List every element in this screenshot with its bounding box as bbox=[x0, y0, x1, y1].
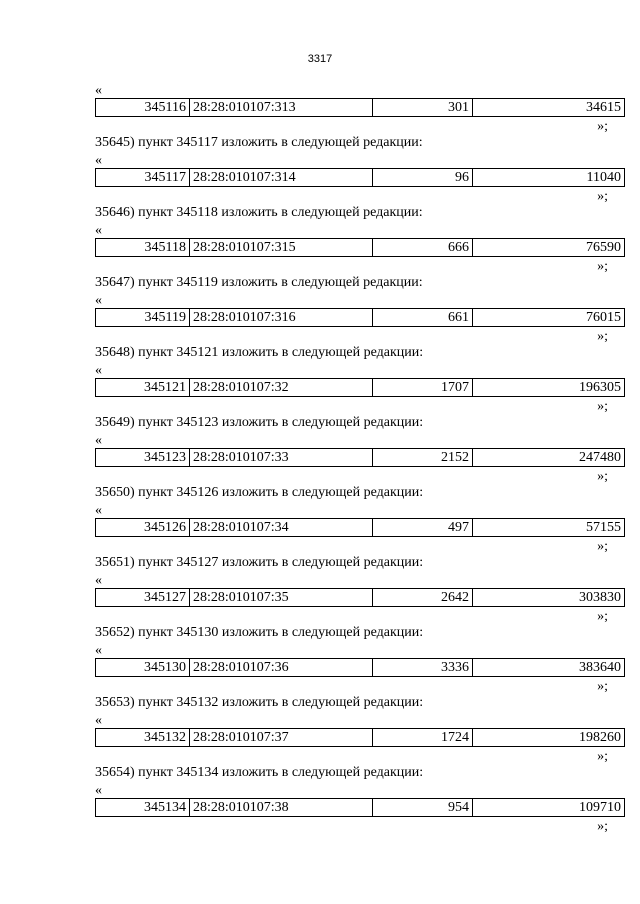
area-cell: 2152 bbox=[373, 449, 473, 467]
table-row bbox=[95, 238, 625, 257]
item-number-cell: 345126 bbox=[96, 519, 190, 537]
area-cell: 666 bbox=[373, 239, 473, 257]
close-quote: »; bbox=[597, 679, 608, 694]
cadastral-number-cell: 28:28:010107:32 bbox=[190, 379, 373, 397]
cadastral-number-cell: 28:28:010107:33 bbox=[190, 449, 373, 467]
value-cell: 247480 bbox=[473, 449, 625, 467]
item-number-cell: 345118 bbox=[96, 239, 190, 257]
close-quote: »; bbox=[597, 189, 608, 204]
value-cell: 383640 bbox=[473, 659, 625, 677]
cadastral-number-cell: 28:28:010107:38 bbox=[190, 799, 373, 817]
value-cell: 76590 bbox=[473, 239, 625, 257]
amendment-heading: 35653) пункт 345132 изложить в следующей редакции: bbox=[95, 695, 424, 710]
value-cell: 34615 bbox=[473, 99, 625, 117]
item-number-cell: 345132 bbox=[96, 729, 190, 747]
cadastral-number-cell: 28:28:010107:314 bbox=[190, 169, 373, 187]
close-quote: »; bbox=[597, 469, 608, 484]
open-quote: « bbox=[95, 503, 102, 518]
page-number: 3317 bbox=[307, 53, 333, 65]
table-row bbox=[95, 518, 625, 537]
value-cell: 303830 bbox=[473, 589, 625, 607]
amendment-heading: 35647) пункт 345119 изложить в следующей редакции: bbox=[95, 275, 423, 290]
open-quote: « bbox=[95, 573, 102, 588]
area-cell: 1724 bbox=[373, 729, 473, 747]
open-quote: « bbox=[95, 293, 102, 308]
area-cell: 2642 bbox=[373, 589, 473, 607]
open-quote: « bbox=[95, 783, 102, 798]
cadastral-number-cell: 28:28:010107:316 bbox=[190, 309, 373, 327]
value-cell: 198260 bbox=[473, 729, 625, 747]
cadastral-number-cell: 28:28:010107:34 bbox=[190, 519, 373, 537]
value-cell: 57155 bbox=[473, 519, 625, 537]
area-cell: 661 bbox=[373, 309, 473, 327]
close-quote: »; bbox=[597, 119, 608, 134]
area-cell: 1707 bbox=[373, 379, 473, 397]
item-number-cell: 345127 bbox=[96, 589, 190, 607]
close-quote: »; bbox=[597, 819, 608, 834]
amendment-heading: 35645) пункт 345117 изложить в следующей редакции: bbox=[95, 135, 423, 150]
amendment-heading: 35646) пункт 345118 изложить в следующей редакции: bbox=[95, 205, 423, 220]
item-number-cell: 345119 bbox=[96, 309, 190, 327]
amendment-heading: 35650) пункт 345126 изложить в следующей редакции: bbox=[95, 485, 424, 500]
document-body bbox=[95, 83, 621, 854]
cadastral-number-cell: 28:28:010107:35 bbox=[190, 589, 373, 607]
amendment-heading: 35654) пункт 345134 изложить в следующей редакции: bbox=[95, 765, 424, 780]
open-quote: « bbox=[95, 153, 102, 168]
amendment-heading: 35651) пункт 345127 изложить в следующей редакции: bbox=[95, 555, 424, 570]
open-quote: « bbox=[95, 643, 102, 658]
table-row bbox=[95, 98, 625, 117]
open-quote: « bbox=[95, 363, 102, 378]
area-cell: 954 bbox=[373, 799, 473, 817]
table-row bbox=[95, 588, 625, 607]
table-row bbox=[95, 658, 625, 677]
cadastral-number-cell: 28:28:010107:313 bbox=[190, 99, 373, 117]
cadastral-number-cell: 28:28:010107:315 bbox=[190, 239, 373, 257]
table-row bbox=[95, 378, 625, 397]
close-quote: »; bbox=[597, 539, 608, 554]
area-cell: 497 bbox=[373, 519, 473, 537]
amendment-block bbox=[95, 765, 621, 854]
table-row bbox=[95, 168, 625, 187]
close-quote: »; bbox=[597, 259, 608, 274]
amendment-heading: 35648) пункт 345121 изложить в следующей редакции: bbox=[95, 345, 424, 360]
cadastral-number-cell: 28:28:010107:37 bbox=[190, 729, 373, 747]
area-cell: 3336 bbox=[373, 659, 473, 677]
amendment-heading: 35652) пункт 345130 изложить в следующей редакции: bbox=[95, 625, 424, 640]
item-number-cell: 345121 bbox=[96, 379, 190, 397]
area-cell: 301 bbox=[373, 99, 473, 117]
cadastral-number-cell: 28:28:010107:36 bbox=[190, 659, 373, 677]
table-row bbox=[95, 308, 625, 327]
item-number-cell: 345117 bbox=[96, 169, 190, 187]
item-number-cell: 345130 bbox=[96, 659, 190, 677]
open-quote: « bbox=[95, 223, 102, 238]
close-quote: »; bbox=[597, 399, 608, 414]
item-number-cell: 345123 bbox=[96, 449, 190, 467]
item-number-cell: 345134 bbox=[96, 799, 190, 817]
value-cell: 11040 bbox=[473, 169, 625, 187]
table-row bbox=[95, 798, 625, 817]
value-cell: 76015 bbox=[473, 309, 625, 327]
area-cell: 96 bbox=[373, 169, 473, 187]
amendment-heading: 35649) пункт 345123 изложить в следующей редакции: bbox=[95, 415, 424, 430]
item-number-cell: 345116 bbox=[96, 99, 190, 117]
table-row bbox=[95, 448, 625, 467]
value-cell: 109710 bbox=[473, 799, 625, 817]
open-quote: « bbox=[95, 433, 102, 448]
close-quote: »; bbox=[597, 749, 608, 764]
open-quote: « bbox=[95, 83, 102, 98]
open-quote: « bbox=[95, 713, 102, 728]
close-quote: »; bbox=[597, 329, 608, 344]
close-quote: »; bbox=[597, 609, 608, 624]
table-row bbox=[95, 728, 625, 747]
value-cell: 196305 bbox=[473, 379, 625, 397]
